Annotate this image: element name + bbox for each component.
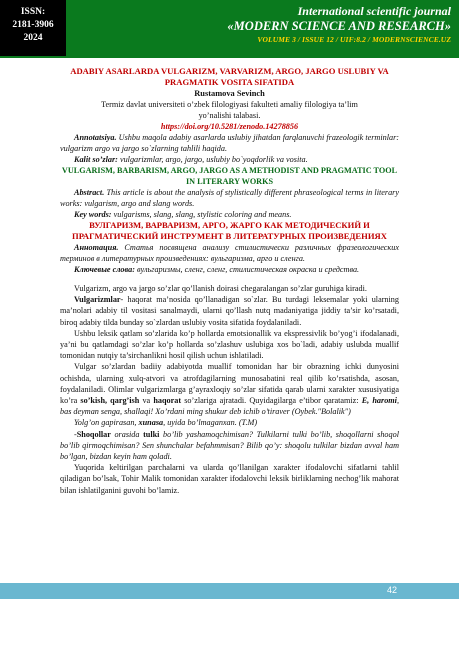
doi-link[interactable]: https://doi.org/10.5281/zenodo.14278856: [160, 122, 299, 131]
body-paragraph-3: Ushbu leksik qatlam so’zlarida ko’p hollarda emotsionallik va ekspressivlik bo’yog’i ifodalanadi, ya’ni bu qatlamdagi so’zlar ko’p hollarda so’zlashuv uslubiga xos bo`ladi, adabiy uslubda muallif tomonidan nutqiy ta’sirchanlikni hosil qilish uchun ishlatiladi.: [60, 328, 399, 361]
p5-bold: xunasa: [138, 418, 164, 428]
p4-bold-1: so’kish, qarg’ish: [80, 396, 140, 406]
journal-volume: VOLUME 3 / ISSUE 12 / UIF:8.2 / MODERNSCIENCE.UZ: [257, 35, 451, 44]
annotation-uz: [60, 132, 399, 154]
page-footer: [0, 583, 459, 599]
keywords-ru-label: Ключевые слова:: [74, 265, 135, 274]
body-paragraph-6: [60, 429, 399, 463]
issn-year: 2024: [23, 33, 43, 43]
annotation-ru: [60, 242, 399, 264]
keywords-en: [60, 209, 399, 220]
article-title-ru: ВУЛГАРИЗМ, ВАРВАРИЗМ, АРГО, ЖАРГО КАК МЕТОДИЧЕСКИЙ И ПРАГМАТИЧЕСКИЙ ИНСТРУМЕНТ В ЛИТЕРАТУРНЫХ ПРОИЗВЕДЕНИЯХ: [72, 220, 387, 241]
keywords-uz-label: Kalit so’zlar:: [74, 155, 118, 164]
p5-text-a: Yolg’on gapirasan,: [74, 418, 139, 428]
author-name: Rustamova Sevinch: [194, 89, 265, 98]
p4-text-c: so’zlariga ajratadi. Quyidagilarga e’tibor qaratamiz:: [181, 396, 362, 406]
body-paragraph-5: [60, 417, 399, 428]
p6-italic-2: bo’lib yashamoqchimisan? Tulkilarni tulki bo’lib, shoqollarni shoqol bo’lib qirmoqchimisan? Sen shunchalar befahmmisan? Bilib qo’y: shoqolu tulkilar bizdan avval ham bo’lgan, bizdan keyin ham qoladi.: [60, 429, 399, 462]
article-title-en: VULGARISM, BARBARISM, ARGO, JARGO AS A METHODIST AND PRAGMATIC TOOL IN LITERARY WORKS: [61, 166, 398, 186]
annotation-ru-text: Статья посвящена анализу стилистически различных фразеологических терминов в литературных произведениях: вульгаризма, арго и сленга.: [60, 243, 399, 263]
keywords-en-label: Key words:: [74, 210, 112, 219]
issn-box: [0, 0, 66, 56]
keywords-en-text: vulgarisms, slang, slang, stylistic coloring and means.: [111, 210, 292, 219]
abstract-en-text: This article is about the analysis of stylistically different phraseological terms in literary works: vulgarism, argo and slang words.: [60, 188, 399, 208]
body-paragraph-2-text: - haqorat ma’nosida qo’llanadigan so`zlar. Bu turdagi leksemalar yoki ularning ma’nolari adabiy til vositasi sanalmaydi, ularni qo’llash nutq madaniyatiga jiddiy ta’sir ko’rsatadi, biroq adabiy tilda bunday so`zlardan uslubiy vosita sifatida foydalaniladi.: [60, 295, 399, 327]
issn-number: 2181-3906: [12, 20, 54, 30]
body-paragraph-7: Yuqorida keltirilgan parchalarni va ularda qo’llanilgan xarakter ifodalovchi sifatlarni tahlil qiladigan bo’lsak, Tohir Malik tomonidan xarakter ifodalovchi leksik birliklarning nechog’lik mahorat bilan ishlatilganini guvohi bo’lamiz.: [60, 463, 399, 495]
article-title-uz: ADABIY ASARLARDA VULGARIZM, VARVARIZM, ARGO, JARGO USLUBIY VA PRAGMATIK VOSITA SIFATIDA: [70, 66, 389, 87]
body-paragraph-1: Vulgarizm, argo va jargo so’zlar qo’llanish doirasi chegaralangan so’zlar guruhiga kiradi.: [74, 284, 367, 293]
keywords-ru: [60, 264, 399, 275]
journal-title: «MODERN SCIENCE AND RESEARCH»: [227, 19, 451, 33]
annotation-uz-text: Ushbu maqola adabiy asarlarda uslubiy jihatdan farqlanuvchi frazeologik terminlar: vulgarizm argo va jargo so`zlarning tahlili haqida.: [60, 133, 399, 153]
journal-subtitle: International scientific journal: [297, 4, 451, 18]
p6-bold-2: tulki: [143, 429, 160, 439]
p6-italic-1: orasida: [110, 429, 144, 439]
p4-bold-2: haqorat: [153, 396, 182, 406]
issn-label: ISSN:: [20, 7, 46, 17]
p5-text-c: , uyida bo’lmaganxan. (T.M): [163, 418, 258, 428]
abstract-en: [60, 187, 399, 209]
author-affiliation: Termiz davlat universiteti o’zbek filologiyasi fakulteti amaliy filologiya ta’lim yo’nalishi talabasi.: [101, 100, 358, 120]
body-paragraph-2: [60, 294, 399, 328]
journal-header: [0, 0, 459, 58]
term-vulgarizmlar: Vulgarizmlar: [74, 295, 121, 305]
p4-text-mid: va: [139, 396, 154, 406]
body-paragraph-4: [60, 361, 399, 417]
p4-bold-italic: E, haromi: [361, 396, 397, 406]
annotation-uz-label: Annotatsiya.: [74, 133, 117, 142]
annotation-ru-label: Аннотация.: [74, 243, 119, 252]
p6-bold-1: Shoqollar: [76, 429, 111, 439]
p4-italic-quote: , bas deyman senga, shallaqi! Xo’rdani ming shukur deb ichib o’tiraver (Oybek."Bolalik"): [60, 396, 399, 417]
article-content: [0, 66, 459, 496]
journal-title-block: [91, 4, 451, 46]
abstract-en-label: Abstract.: [74, 188, 105, 197]
keywords-ru-text: вульгаризмы, сленг, сленг, стилистическая окраска и средства.: [134, 265, 360, 274]
p6-dash: -: [74, 429, 77, 439]
keywords-uz: [60, 154, 399, 165]
page-number: 42: [386, 585, 397, 595]
keywords-uz-text: vulgarizmlar, argo, jargo, uslubiy bo`yoqdorlik va vosita.: [117, 155, 308, 164]
p4-text-a: Vulgar so’zlardan badiiy adabiyotda muallif tomonidan har bir obrazning ichki dunyosini ochishda, ularning xulq-atvori va atrofdagilarning munosabatini real qilib ko’rsatishda, asosan, foydalaniladi. Olimlar vulgarizmlarga g’ayraxloqiy so’zlar sifatida qarab ularni xarakter xususiyatiga ko’ra: [60, 362, 399, 406]
